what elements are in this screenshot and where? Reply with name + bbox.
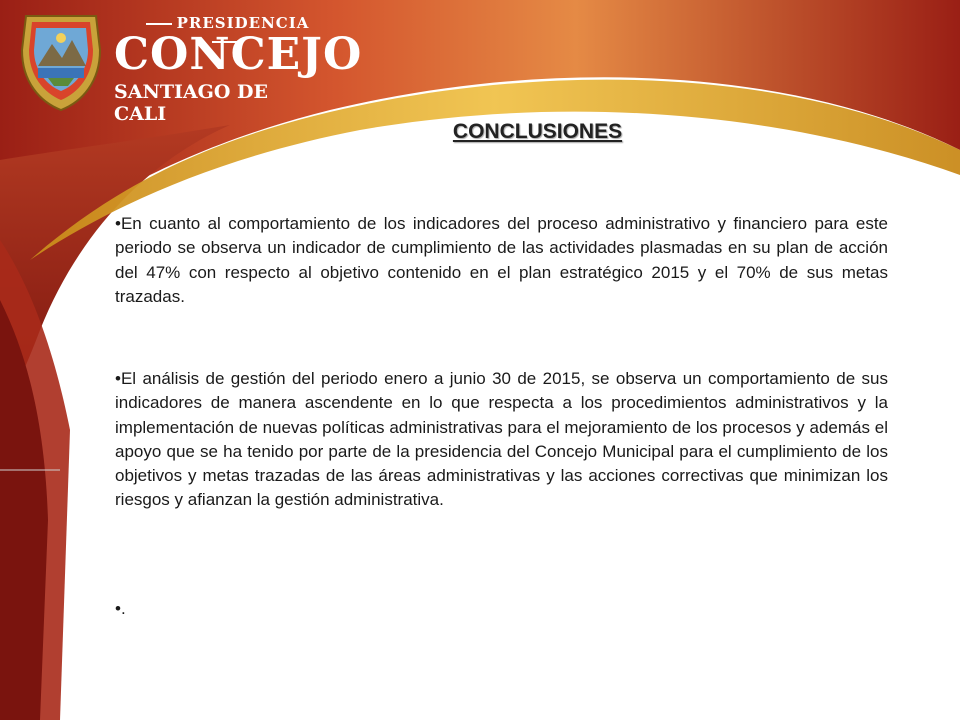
concejo-logo <box>18 8 363 125</box>
brand-presidencia: PRESIDENCIA <box>140 14 310 50</box>
slide-title: CONCLUSIONES <box>452 120 623 143</box>
conclusion-paragraph-1: •En cuanto al comportamiento de los indicadores del proceso administrativo y financiero para este periodo se observa un indicador de cumplimiento de las actividades plasmadas en su plan de acción del 47% con respecto al objetivo contenido en el plan estratégico 2015 y el 70% de sus metas trazadas. <box>115 214 888 306</box>
conclusion-paragraph-3: •. <box>115 599 126 618</box>
conclusion-paragraph-2: •El análisis de gestión del periodo enero a junio 30 de 2015, se observa un comportamiento de sus indicadores de manera ascendente en lo que respecta a los procedimientos administrativos y la implementación de nuevas políticas administrativas para el mejoramiento de los procesos y además el apoyo que se ha tenido por parte de la presidencia del Concejo Municipal para el cumplimiento de los objetivos y metas trazadas de las áreas administrativas y las acciones correctivas que minimizan los riesgos y afianzan la gestión administrativa. <box>115 369 888 510</box>
brand-santiago-de-cali: SANTIAGO DE CALI <box>114 81 268 125</box>
brand-concejo: CONCEJO <box>114 29 363 80</box>
coat-of-arms-icon <box>18 10 104 114</box>
